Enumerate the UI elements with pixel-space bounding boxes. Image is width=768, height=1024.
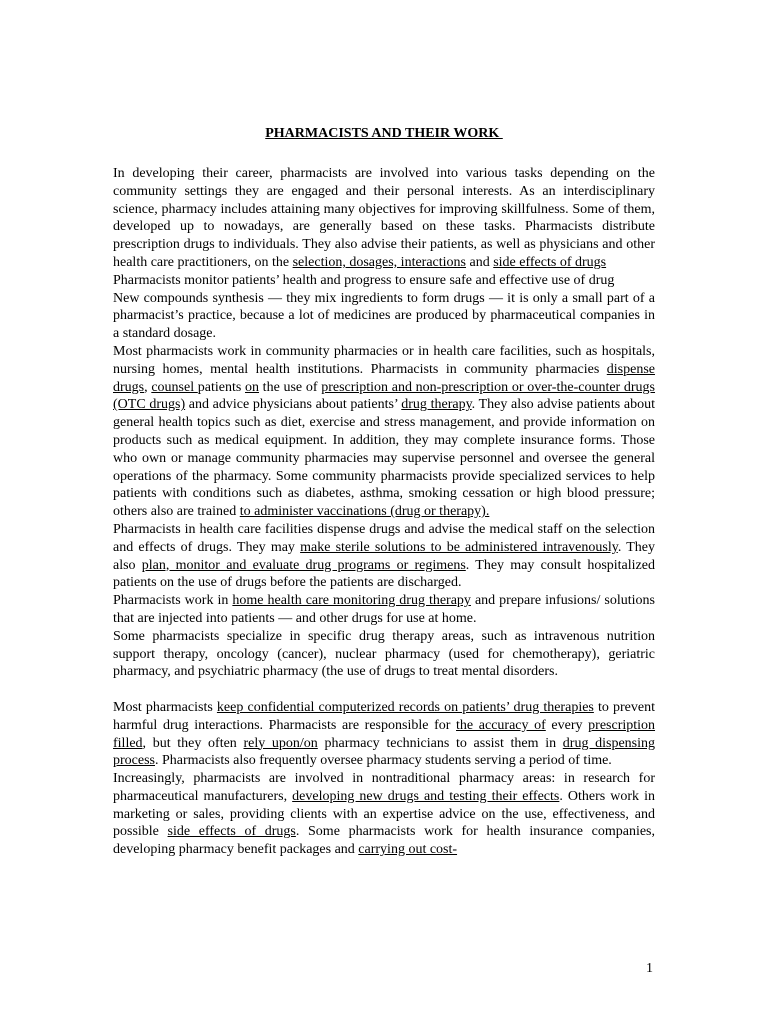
text-run: . Others work in marketing or sales, providing clients with an expertise advice on the use, effectiveness, and possible <box>113 788 655 840</box>
text-run: . They also <box>113 539 655 573</box>
paragraph <box>113 272 655 290</box>
text-run: Pharmacists monitor patients’ health and progress to ensure safe and effective use of drug <box>113 272 615 288</box>
paragraph <box>113 699 655 770</box>
underlined-phrase: dispense drugs <box>113 361 655 395</box>
document-page <box>113 125 655 859</box>
text-run: and advice physicians about patients’ <box>185 397 402 413</box>
text-run: Increasingly, pharmacists are involved in nontraditional pharmacy areas: in research for pharmaceutical manufacturers, <box>113 771 655 804</box>
text-run: . They also advise patients about general health topics such as diet, exercise and stress management, and provide information on products such as medical equipment. In addition, they may complete insurance forms. Those who own or manage community pharmacies may supervise personnel and oversee the general operations of the pharmacy. Some community pharmacists provide specialized services to help patients with conditions such as diabetes, asthma, smoking cessation or high blood pressure; others also are trained <box>113 397 656 520</box>
document-body <box>113 165 655 859</box>
text-run: Most pharmacists <box>113 699 217 715</box>
text-run: pharmacy technicians to assist them in <box>317 735 563 751</box>
text-run: Most pharmacists work in community pharmacies or in health care facilities, such as hospitals, nursing homes, mental health institutions. Pharmacists in community pharmacies <box>113 343 655 377</box>
text-run: . They may consult hospitalized patients on the use of drugs before the patients are discharged. <box>113 557 655 591</box>
paragraph <box>113 521 655 592</box>
underlined-phrase: prescription and non-prescription or over-the-counter drugs (OTC drugs) <box>113 379 656 413</box>
underlined-phrase: home health care monitoring drug therapy <box>232 593 471 609</box>
text-run: Pharmacists in health care facilities dispense drugs and advise the medical staff on the selection and effects of drugs. They may <box>113 521 655 555</box>
text-run: to prevent harmful drug interactions. Pharmacists are responsible for <box>113 699 656 733</box>
paragraph <box>113 343 655 521</box>
underlined-phrase: the accuracy of <box>456 717 546 733</box>
underlined-phrase: prescription <box>588 717 656 733</box>
underlined-phrase: filled <box>113 735 143 751</box>
text-run: the use of <box>259 379 322 395</box>
underlined-phrase: carrying out cost- <box>358 842 458 858</box>
paragraph <box>113 770 655 859</box>
text-run: every <box>545 717 589 733</box>
text-run: Pharmacists work in <box>113 593 233 609</box>
text-run: and <box>466 254 494 270</box>
text-run: and prepare infusions/ solutions that are injected into patients — and other drugs for use at home. <box>113 593 655 626</box>
text-run: . Some pharmacists work for health insurance companies, developing pharmacy benefit packages and <box>113 824 656 858</box>
paragraph <box>113 290 655 343</box>
paragraph <box>113 592 655 628</box>
underlined-phrase: keep confidential computerized records on patients’ drug therapies <box>216 699 594 715</box>
underlined-phrase: rely upon/on <box>243 735 318 751</box>
underlined-phrase: counsel <box>151 379 198 395</box>
page-number: 1 <box>646 961 653 976</box>
underlined-phrase: selection, dosages, interactions <box>292 254 466 270</box>
text-run: , but they often <box>142 735 244 751</box>
underlined-phrase: drug therapy <box>401 397 472 413</box>
underlined-phrase: on <box>245 379 259 395</box>
paragraph <box>113 628 655 681</box>
document-title: PHARMACISTS AND THEIR WORK <box>265 126 503 141</box>
text-run: patients <box>197 379 245 395</box>
text-run: , <box>144 379 152 395</box>
underlined-phrase: drug dispensing process <box>113 735 656 769</box>
underlined-phrase: plan, monitor and evaluate drug programs or regimens <box>141 557 466 573</box>
underlined-phrase: make sterile solutions to be administered intravenously <box>300 539 618 555</box>
text-run: . Pharmacists also frequently oversee pharmacy students serving a period of time. <box>155 753 612 769</box>
text-run: In developing their career, pharmacists are involved into various tasks depending on the community settings they are engaged and their personal interests. As an interdisciplinary science, pharmacy includes attaining many objectives for improving skillfulness. Some of them, developed up to nowadays, are generally based on these tasks. Pharmacists distribute prescription drugs to individuals. They also advise their patients, as well as physicians and other health care practitioners, on the <box>113 166 655 270</box>
underlined-phrase: side effects of drugs <box>167 824 296 840</box>
text-run: New compounds synthesis — they mix ingredients to form drugs — it is only a small part of a pharmacist’s practice, because a lot of medicines are produced by pharmaceutical companies in a standard dosage. <box>113 290 655 342</box>
underlined-phrase: side effects of drugs <box>493 254 607 270</box>
underlined-phrase: to administer vaccinations (drug or therapy). <box>239 504 490 520</box>
underlined-phrase: developing new drugs and testing their effects <box>292 788 560 804</box>
text-run: Some pharmacists specialize in specific drug therapy areas, such as intravenous nutrition support therapy, oncology (cancer), nuclear pharmacy (used for chemotherapy), geriatric pharmacy, and psychiatric pharmacy (the use of drugs to treat mental disorders. <box>113 628 655 680</box>
paragraph <box>113 165 655 272</box>
